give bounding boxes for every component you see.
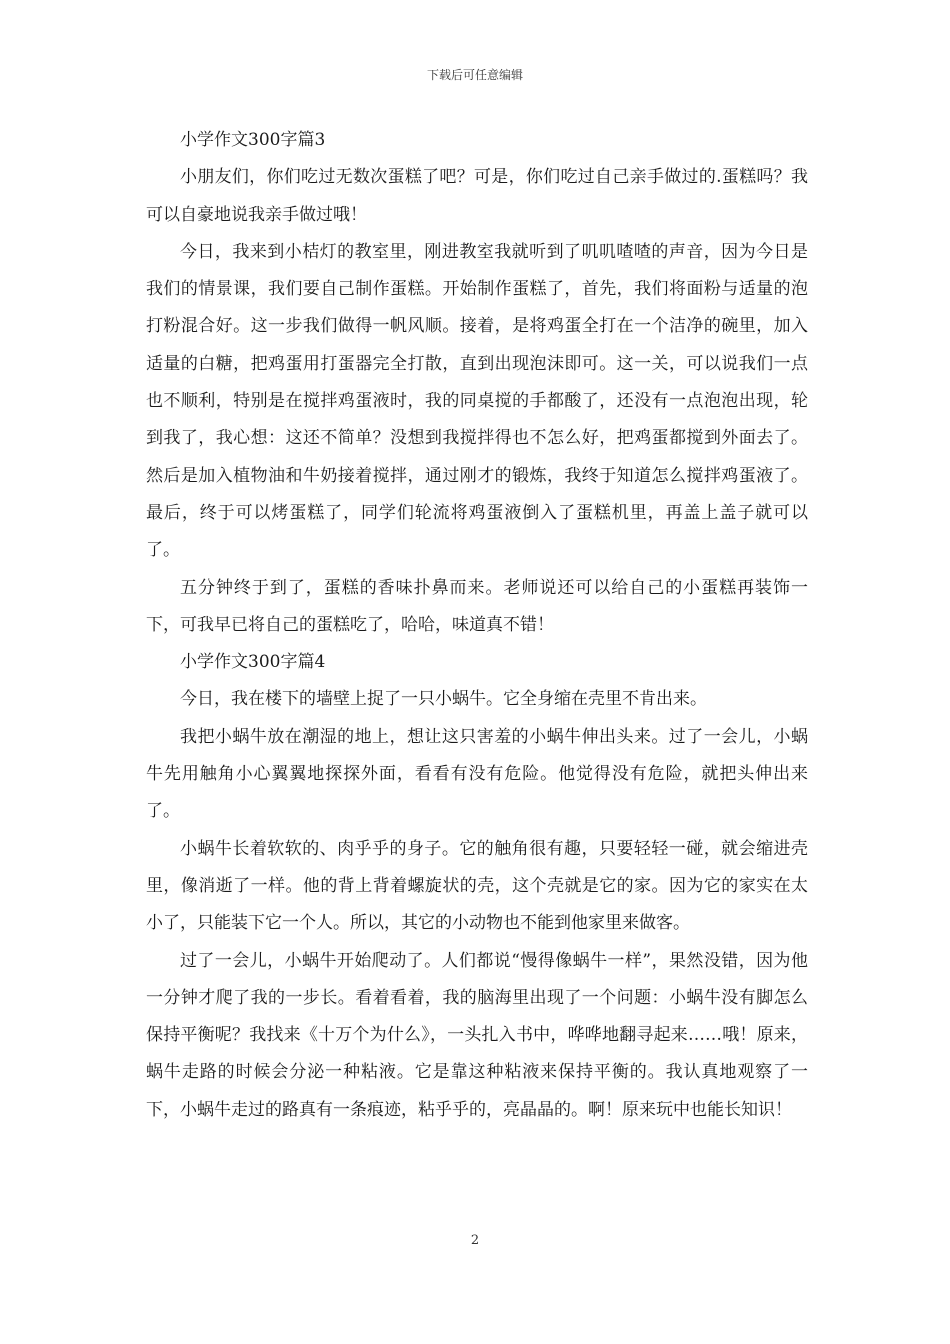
paragraph: 我把小蜗牛放在潮湿的地上，想让这只害羞的小蜗牛伸出头来。过了一会儿，小蜗牛先用触角小心翼翼地探探外面，看看有没有危险。他觉得没有危险，就把头伸出来了。 [146, 726, 808, 822]
paragraph: 今日，我来到小桔灯的教室里，刚进教室我就听到了叽叽喳喳的声音，因为今日是我们的情景课，我们要自己制作蛋糕。开始制作蛋糕了，首先，我们将面粉与适量的泡打粉混合好。这一步我们做得一帆风顺。接着，是将鸡蛋全打在一个洁净的碗里，加入适量的白糖，把鸡蛋用打蛋器完全打散，直到出现泡沫即可。这一关，可以说我们一点也不顺利，特别是在搅拌鸡蛋液时，我的同桌搅的手都酸了，还没有一点泡泡出现，轮到我了，我心想：这还不简单？没想到我搅拌得也不怎么好，把鸡蛋都搅到外面去了。然后是加入植物油和牛奶接着搅拌，通过刚才的锻炼，我终于知道怎么搅拌鸡蛋液了。最后，终于可以烤蛋糕了，同学们轮流将鸡蛋液倒入了蛋糕机里，再盖上盖子就可以了。 [146, 241, 808, 561]
paragraph: 五分钟终于到了，蛋糕的香味扑鼻而来。老师说还可以给自己的小蛋糕再装饰一下，可我早已将自己的蛋糕吃了，哈哈，味道真不错！ [146, 577, 808, 635]
paragraph: 今日，我在楼下的墙壁上捉了一只小蜗牛。它全身缩在壳里不肯出来。 [180, 689, 707, 710]
paragraph: 小朋友们，你们吃过无数次蛋糕了吧？可是，你们吃过自己亲手做过的.蛋糕吗？我可以自豪地说我亲手做过哦！ [146, 167, 808, 225]
section-heading-3: 小学作文300字篇3 [180, 130, 326, 150]
paragraph: 小蜗牛长着软软的、肉乎乎的身子。它的触角很有趣，只要轻轻一碰，就会缩进壳里，像消逝了一样。他的背上背着螺旋状的壳，这个壳就是它的家。因为它的家实在太小了，只能装下它一个人。所以，其它的小动物也不能到他家里来做客。 [146, 838, 808, 934]
page-header: 下载后可任意编辑 [426, 68, 523, 82]
page-number: 2 [470, 1233, 480, 1248]
document-body [146, 122, 808, 1129]
paragraph: 过了一会儿，小蜗牛开始爬动了。人们都说“慢得像蜗牛一样”，果然没错，因为他一分钟才爬了我的一步长。看着看着，我的脑海里出现了一个问题：小蜗牛没有脚怎么保持平衡呢？我找来《十万个为什么》，一头扎入书中，哗哗地翻寻起来……哦！原来，蜗牛走路的时候会分泌一种粘液。它是靠这种粘液来保持平衡的。我认真地观察了一下，小蜗牛走过的路真有一条痕迹，粘乎乎的，亮晶晶的。啊！原来玩中也能长知识！ [146, 950, 808, 1120]
section-heading-4: 小学作文300字篇4 [180, 652, 326, 673]
